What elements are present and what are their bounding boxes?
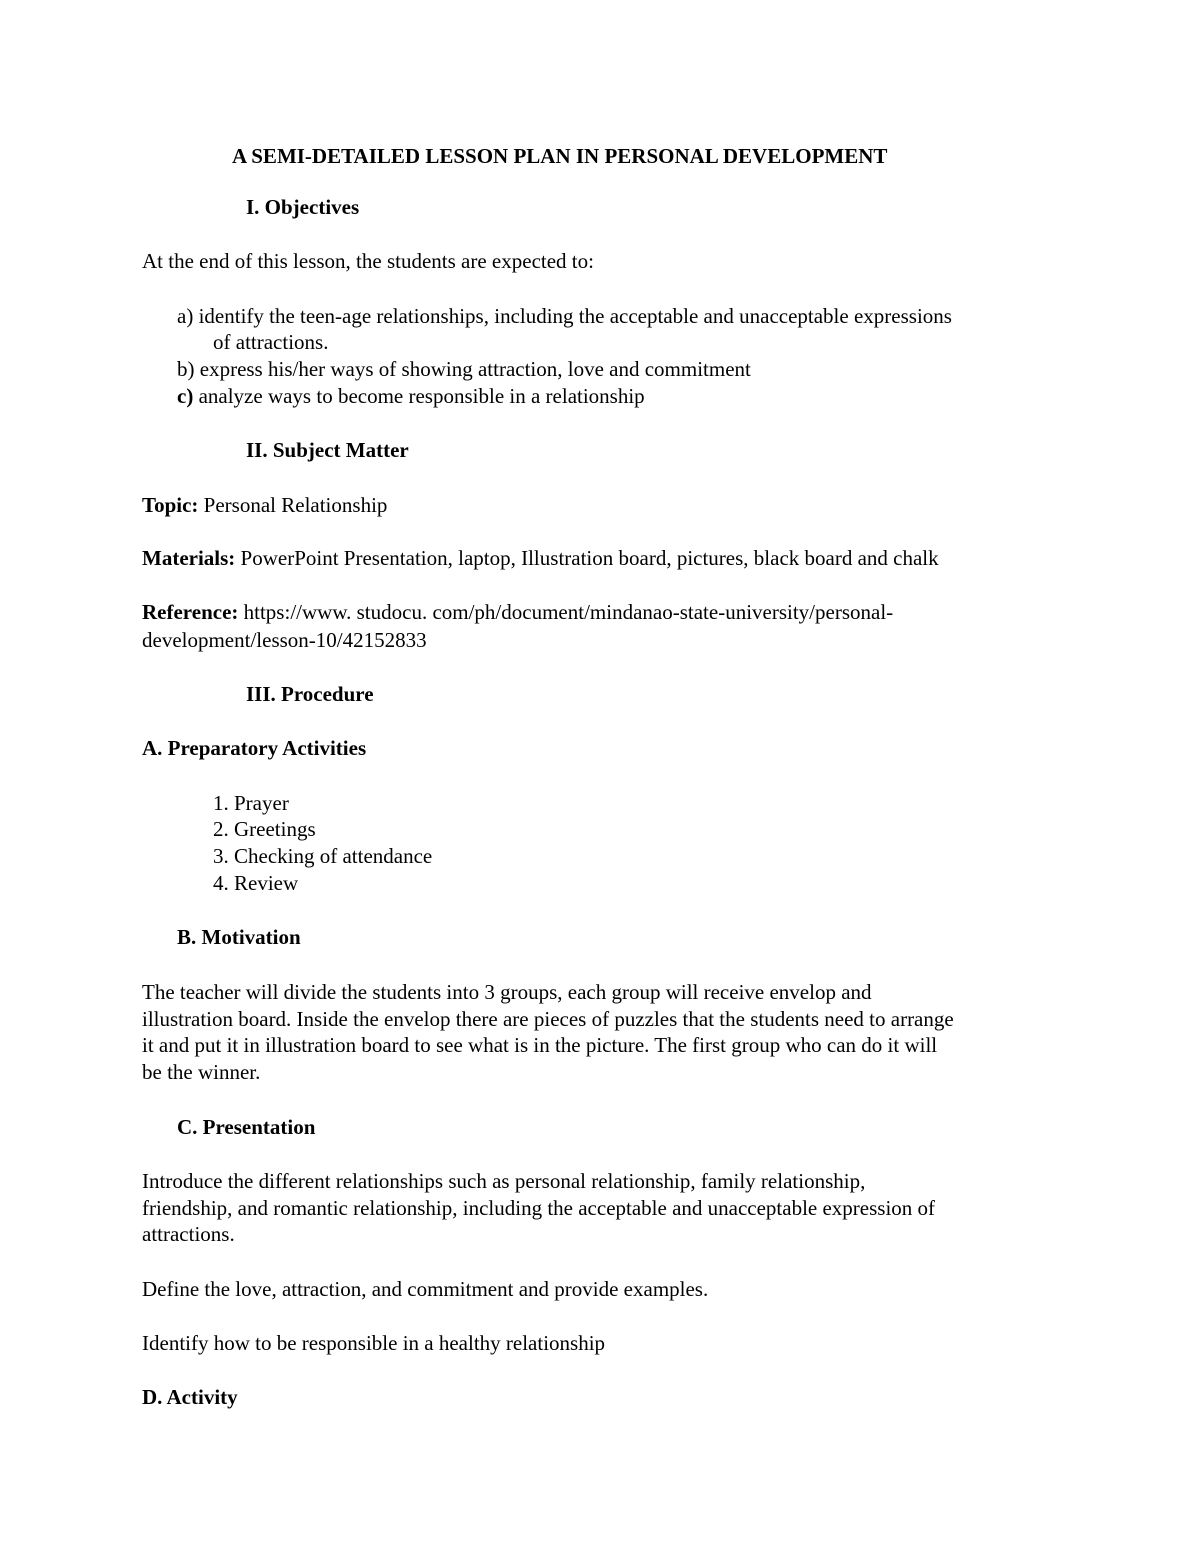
procedure-heading: III. Procedure — [246, 682, 374, 706]
reference-link: https://www. studocu. com/ph/document/mindanao-state-university/personal- — [243, 600, 894, 624]
reference-link-continued: development/lesson-10/42152833 — [142, 628, 427, 652]
subject-matter-heading: II. Subject Matter — [246, 438, 409, 462]
topic-value: Personal Relationship — [203, 493, 388, 517]
materials-value: PowerPoint Presentation, laptop, Illustration board, pictures, black board and chalk — [240, 546, 939, 570]
presentation-identify-text: Identify how to be responsible in a healthy relationship — [142, 1331, 606, 1355]
materials-row — [142, 545, 939, 571]
motivation-heading: B. Motivation — [177, 925, 301, 949]
presentation-text-line: attractions. — [142, 1222, 235, 1246]
materials-label: Materials: — [142, 546, 236, 570]
objective-marker: a) — [177, 304, 194, 328]
topic-label: Topic: — [142, 493, 199, 517]
objective-text: express his/her ways of showing attraction, love and commitment — [199, 357, 751, 381]
objective-item-a — [177, 303, 952, 329]
presentation-text-line: friendship, and romantic relationship, including the acceptable and unacceptable expression of — [142, 1196, 936, 1220]
presentation-text-line: Introduce the different relationships such as personal relationship, family relationship, — [142, 1169, 866, 1193]
reference-label: Reference: — [142, 600, 239, 624]
objective-marker: c) — [177, 384, 194, 408]
objective-marker: b) — [177, 357, 195, 381]
presentation-define-text: Define the love, attraction, and commitment and provide examples. — [142, 1277, 709, 1301]
list-item: 3. Checking of attendance — [213, 844, 433, 868]
objectives-heading: I. Objectives — [246, 195, 360, 219]
activity-heading: D. Activity — [142, 1385, 238, 1409]
motivation-text-line: be the winner. — [142, 1060, 261, 1084]
topic-row — [142, 492, 387, 518]
objective-text: analyze ways to become responsible in a relationship — [198, 384, 645, 408]
objective-item-c — [177, 383, 645, 409]
list-item: 2. Greetings — [213, 817, 316, 841]
motivation-text-line: The teacher will divide the students into 3 groups, each group will receive envelop and — [142, 980, 872, 1004]
objectives-intro: At the end of this lesson, the students are expected to: — [142, 249, 594, 273]
motivation-text-line: illustration board. Inside the envelop there are pieces of puzzles that the students need to arrange — [142, 1007, 954, 1031]
presentation-heading: C. Presentation — [177, 1115, 316, 1139]
objective-item-a-continued: of attractions. — [213, 330, 329, 354]
preparatory-heading: A. Preparatory Activities — [142, 736, 367, 760]
motivation-text-line: it and put it in illustration board to see what is in the picture. The first group who can do it will — [142, 1033, 938, 1057]
list-item: 1. Prayer — [213, 791, 289, 815]
reference-row — [142, 599, 893, 625]
objective-item-b — [177, 356, 751, 382]
objective-text: identify the teen-age relationships, including the acceptable and unacceptable expressions — [198, 304, 952, 328]
list-item: 4. Review — [213, 871, 299, 895]
page-title: A SEMI-DETAILED LESSON PLAN IN PERSONAL DEVELOPMENT — [232, 144, 888, 168]
